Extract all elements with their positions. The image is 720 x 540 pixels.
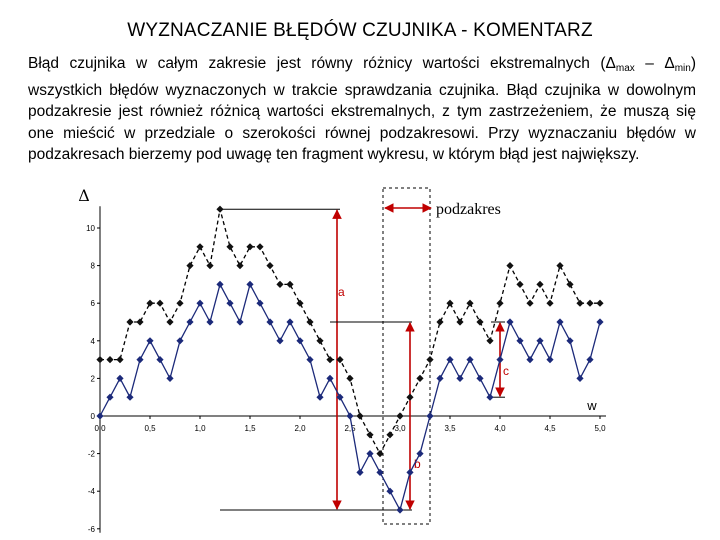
x-axis-label: w bbox=[587, 398, 597, 413]
data-point-s1 bbox=[126, 318, 133, 325]
subrange-box bbox=[383, 188, 430, 524]
data-point-s2 bbox=[126, 394, 133, 401]
data-point-s1 bbox=[286, 281, 293, 288]
data-point-s1 bbox=[496, 300, 503, 307]
x-tick-label: 0,0 bbox=[94, 424, 106, 433]
data-point-s1 bbox=[586, 300, 593, 307]
data-point-s1 bbox=[146, 300, 153, 307]
data-point-s1 bbox=[446, 300, 453, 307]
data-point-s2 bbox=[486, 394, 493, 401]
data-point-s1 bbox=[426, 356, 433, 363]
x-tick-label: 4,0 bbox=[494, 424, 506, 433]
data-point-s1 bbox=[326, 356, 333, 363]
y-tick-label: 2 bbox=[90, 374, 95, 384]
data-point-s1 bbox=[406, 394, 413, 401]
data-point-s2 bbox=[596, 318, 603, 325]
y-tick-label: 0 bbox=[90, 412, 95, 421]
x-tick-label: 4,5 bbox=[544, 424, 556, 433]
data-point-s1 bbox=[596, 300, 603, 307]
data-point-s2 bbox=[396, 506, 403, 513]
data-point-s1 bbox=[216, 206, 223, 213]
y-axis-label: Δ bbox=[78, 186, 90, 205]
data-point-s1 bbox=[106, 356, 113, 363]
subrange-label: podzakres bbox=[436, 201, 501, 218]
x-tick-label: 2,0 bbox=[294, 424, 306, 433]
y-tick-label: -4 bbox=[87, 487, 95, 497]
data-point-s1 bbox=[476, 318, 483, 325]
y-tick-label: -2 bbox=[87, 449, 95, 459]
series bbox=[96, 206, 603, 514]
data-point-s1 bbox=[416, 375, 423, 382]
data-point-s2 bbox=[256, 300, 263, 307]
data-point-s1 bbox=[96, 356, 103, 363]
delta-symbol: Δ bbox=[605, 55, 616, 72]
paragraph-part-1: Błąd czujnika w całym zakresie jest równy różnicy wartości ekstremalnych ( bbox=[28, 55, 606, 72]
data-point-s2 bbox=[586, 356, 593, 363]
data-point-s1 bbox=[266, 262, 273, 269]
data-point-s2 bbox=[146, 337, 153, 344]
page-title: WYZNACZANIE BŁĘDÓW CZUJNIKA - KOMENTARZ bbox=[127, 20, 593, 41]
delta-symbol-2: Δ bbox=[664, 55, 675, 72]
data-point-s2 bbox=[306, 356, 313, 363]
series-line-2 bbox=[100, 284, 600, 510]
measure-b-label: b bbox=[414, 457, 421, 471]
data-point-s2 bbox=[556, 318, 563, 325]
y-tick-label: 10 bbox=[86, 224, 95, 233]
data-point-s1 bbox=[276, 281, 283, 288]
data-point-s2 bbox=[316, 394, 323, 401]
x-tick-label: 2,5 bbox=[344, 424, 356, 433]
data-point-s2 bbox=[356, 469, 363, 476]
measure-c-label: c bbox=[503, 364, 509, 378]
measure-a-label: a bbox=[338, 285, 345, 299]
data-point-s2 bbox=[96, 412, 103, 419]
x-tick-label: 3,5 bbox=[444, 424, 456, 433]
x-tick-label: 1,0 bbox=[194, 424, 206, 433]
y-tick-label: -6 bbox=[87, 524, 95, 534]
data-point-s1 bbox=[356, 412, 363, 419]
data-point-s1 bbox=[556, 262, 563, 269]
data-point-s2 bbox=[246, 281, 253, 288]
data-point-s2 bbox=[426, 412, 433, 419]
data-point-s2 bbox=[436, 375, 443, 382]
data-point-s1 bbox=[176, 300, 183, 307]
data-point-s1 bbox=[186, 262, 193, 269]
data-point-s1 bbox=[506, 262, 513, 269]
paragraph-part-2: ) wszystkich błędów wyznaczonych w trakcie sprawdzania czujnika. Błąd czujnika w dowolnym podzakresie jest również różnicą wartości ekstremalnych, z tym zastrzeżeniem, że muszą się one mieścić w przedziale o szerokości równej podzakresowi. Przy wyznaczaniu błędów w podzakresach bierzemy pod uwagę ten fragment wykresu, w którym błąd jest największy. bbox=[28, 55, 696, 163]
data-point-s2 bbox=[206, 318, 213, 325]
data-point-s2 bbox=[266, 318, 273, 325]
data-point-s2 bbox=[226, 300, 233, 307]
data-point-s2 bbox=[466, 356, 473, 363]
data-point-s1 bbox=[226, 243, 233, 250]
data-point-s1 bbox=[346, 375, 353, 382]
data-point-s1 bbox=[316, 337, 323, 344]
data-point-s2 bbox=[116, 375, 123, 382]
data-point-s1 bbox=[236, 262, 243, 269]
minus-sign: – bbox=[634, 55, 665, 72]
data-point-s1 bbox=[166, 318, 173, 325]
data-point-s1 bbox=[136, 318, 143, 325]
data-point-s1 bbox=[456, 318, 463, 325]
data-point-s2 bbox=[566, 337, 573, 344]
data-point-s1 bbox=[436, 318, 443, 325]
data-point-s2 bbox=[366, 450, 373, 457]
data-point-s2 bbox=[106, 394, 113, 401]
data-point-s2 bbox=[186, 318, 193, 325]
min-subscript: min bbox=[674, 63, 691, 74]
data-point-s1 bbox=[156, 300, 163, 307]
y-tick-label: 8 bbox=[90, 261, 95, 271]
data-point-s2 bbox=[516, 337, 523, 344]
data-point-s2 bbox=[286, 318, 293, 325]
y-tick-label: 6 bbox=[90, 299, 95, 309]
data-point-s1 bbox=[546, 300, 553, 307]
data-point-s2 bbox=[156, 356, 163, 363]
y-tick-label: 4 bbox=[90, 336, 95, 346]
data-point-s2 bbox=[296, 337, 303, 344]
data-point-s1 bbox=[206, 262, 213, 269]
data-point-s2 bbox=[386, 488, 393, 495]
data-point-s2 bbox=[476, 375, 483, 382]
data-point-s1 bbox=[366, 431, 373, 438]
data-point-s1 bbox=[256, 243, 263, 250]
data-point-s2 bbox=[576, 375, 583, 382]
data-point-s2 bbox=[546, 356, 553, 363]
data-point-s2 bbox=[496, 356, 503, 363]
data-point-s1 bbox=[396, 412, 403, 419]
data-point-s2 bbox=[406, 469, 413, 476]
x-tick-label: 0,5 bbox=[144, 424, 156, 433]
x-tick-label: 1,5 bbox=[244, 424, 256, 433]
data-point-s2 bbox=[136, 356, 143, 363]
data-point-s1 bbox=[466, 300, 473, 307]
data-point-s2 bbox=[216, 281, 223, 288]
x-tick-label: 3,0 bbox=[394, 424, 406, 433]
data-point-s2 bbox=[456, 375, 463, 382]
data-point-s2 bbox=[446, 356, 453, 363]
data-point-s2 bbox=[196, 300, 203, 307]
data-point-s1 bbox=[536, 281, 543, 288]
data-point-s2 bbox=[506, 318, 513, 325]
data-point-s1 bbox=[196, 243, 203, 250]
data-point-s1 bbox=[306, 318, 313, 325]
data-point-s2 bbox=[236, 318, 243, 325]
data-point-s1 bbox=[376, 450, 383, 457]
data-point-s1 bbox=[566, 281, 573, 288]
data-point-s2 bbox=[346, 412, 353, 419]
data-point-s1 bbox=[526, 300, 533, 307]
data-point-s2 bbox=[326, 375, 333, 382]
data-point-s1 bbox=[296, 300, 303, 307]
data-point-s2 bbox=[176, 337, 183, 344]
data-point-s2 bbox=[276, 337, 283, 344]
data-point-s2 bbox=[376, 469, 383, 476]
data-point-s1 bbox=[486, 337, 493, 344]
max-subscript: max bbox=[615, 63, 635, 74]
annotations bbox=[220, 188, 509, 524]
data-point-s1 bbox=[116, 356, 123, 363]
x-tick-label: 5,0 bbox=[594, 424, 606, 433]
data-point-s1 bbox=[246, 243, 253, 250]
data-point-s2 bbox=[536, 337, 543, 344]
data-point-s2 bbox=[526, 356, 533, 363]
data-point-s1 bbox=[516, 281, 523, 288]
data-point-s1 bbox=[386, 431, 393, 438]
data-point-s1 bbox=[576, 300, 583, 307]
data-point-s2 bbox=[166, 375, 173, 382]
